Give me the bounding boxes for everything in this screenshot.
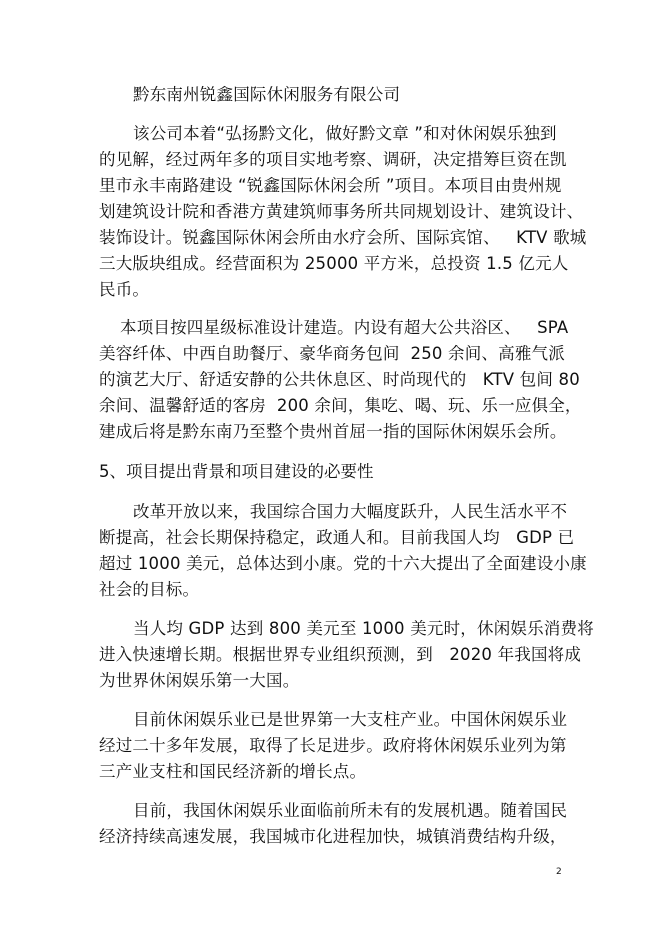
paragraph-line: 社会的目标。 [99, 580, 200, 599]
paragraph-line: 超过 1000 美元，总体达到小康。党的十六大提出了全面建设小康 [99, 554, 587, 573]
paragraph-line: 目前，我国休闲娱乐业面临前所未有的发展机遇。随着国民 [133, 801, 568, 820]
paragraph-line: 进入快速增长期。根据世界专业组织预测，到 2020 年我国将成 [99, 645, 582, 664]
paragraph-line: 建成后将是黔东南乃至整个贵州首屈一指的国际休闲娱乐会所。 [99, 422, 567, 441]
paragraph-line: 本项目按四星级标准设计建造。内设有超大公共浴区、 SPA [120, 318, 569, 337]
paragraph-line: 美容纤体、中西自助餐厅、豪华商务包间 250 余间、高雅气派 [99, 344, 565, 363]
paragraph-line: 民币。 [99, 280, 150, 299]
paragraph-line: 经过二十多年发展，取得了长足进步。政府将休闲娱乐业列为第 [99, 736, 567, 755]
paragraph-line: 三产业支柱和国民经济新的增长点。 [99, 762, 367, 781]
paragraph-line: 经济持续高速发展，我国城市化进程加快，城镇消费结构升级， [99, 827, 567, 846]
page-number: 2 [556, 867, 562, 877]
paragraph-line: 的见解，经过两年多的项目实地考察、调研，决定措筹巨资在凯 [99, 150, 567, 169]
paragraph-line: 装饰设计。锐鑫国际休闲会所由水疗会所、国际宾馆、 KTV 歌城 [99, 228, 587, 247]
paragraph-line: 划建筑设计院和香港方黄建筑师事务所共同规划设计、建筑设计、 [99, 202, 584, 221]
paragraph-line: 该公司本着“弘扬黔文化，做好黔文章 ”和对休闲娱乐独到 [133, 124, 557, 143]
section-heading: 5、项目提出背景和项目建设的必要性 [99, 462, 374, 481]
paragraph-line: 余间、温馨舒适的客房 200 余间，集吃、喝、玩、乐一应俱全， [99, 396, 582, 415]
company-title: 黔东南州锐鑫国际休闲服务有限公司 [133, 85, 401, 104]
paragraph-line: 为世界休闲娱乐第一大国。 [99, 671, 300, 690]
paragraph-line: 的演艺大厅、舒适安静的公共休息区、时尚现代的 KTV 包间 80 [99, 370, 580, 389]
paragraph-line: 当人均 GDP 达到 800 美元至 1000 美元时，休闲娱乐消费将 [133, 619, 594, 638]
paragraph-line: 断提高，社会长期保持稳定，政通人和。目前我国人均 GDP 已 [99, 528, 575, 547]
paragraph-line: 改革开放以来，我国综合国力大幅度跃升，人民生活水平不 [133, 502, 568, 521]
paragraph-line: 里市永丰南路建设 “锐鑫国际休闲会所 ”项目。本项目由贵州规 [99, 176, 562, 195]
paragraph-line: 三大版块组成。经营面积为 25000 平方米，总投资 1.5 亿元人 [99, 254, 569, 273]
paragraph-line: 目前休闲娱乐业已是世界第一大支柱产业。中国休闲娱乐业 [133, 710, 568, 729]
